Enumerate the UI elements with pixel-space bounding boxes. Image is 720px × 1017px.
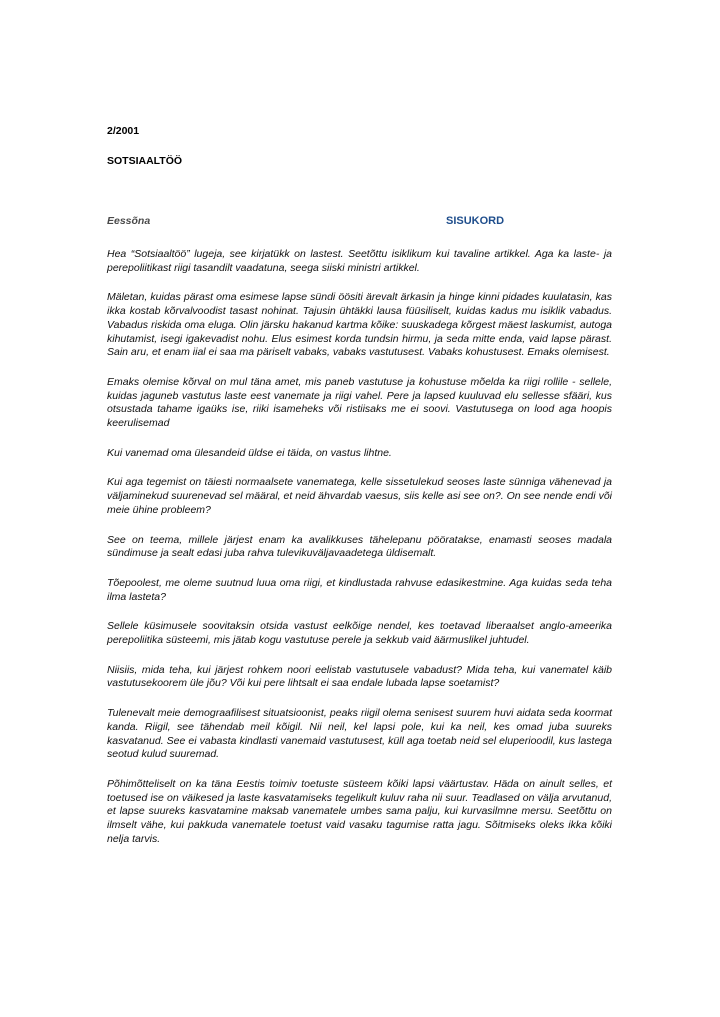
paragraph: Hea “Sotsiaaltöö” lugeja, see kirjatükk on lastest. Seetõttu isiklikum kui tavaline artikkel. Aga ka laste- ja perepoliitikast riigi tasandilt vaadatuna, seega siiski ministri artikkel. (107, 248, 612, 274)
article-body (107, 248, 612, 863)
toc-link[interactable]: SISUKORD (446, 215, 505, 227)
heading-row (107, 215, 611, 231)
paragraph: See on teema, millele järjest enam ka avalikkuses tähelepanu pööratakse, enamasti seoses madala sündimuse ja sealt edasi juba rahva tulevikuväljavaadetega üldisemalt. (107, 533, 612, 560)
paragraph: Kui aga tegemist on täiesti normaalsete vanematega, kelle sissetulekud seoses laste sünniga vähenevad ja väljaminekud suurenevad sel määral, et neid ähvardab vaesus, siis kelle asi see on?. On see nende endi või meie ühine probleem? (107, 476, 612, 516)
paragraph: Põhimõtteliselt on ka täna Eestis toimiv toetuste süsteem kõiki lapsi väärtustav. Häda on ainult selles, et toetused ise on väikesed ja laste kasvatamiseks tegelikult kuluv raha nii suur. Teadlased on välja arvutanud, et lapse suureks kasvatamine maksab vanematele umbes sama palju, kui kurvasilmne mersu. Seetõttu on ilmselt vähe, kui pakkuda vanematele toetust vaid vasaku tagumise ratta jagu. Sõitmiseks oleks ikka kõiki nelja tarvis. (107, 777, 612, 845)
paragraph: Tõepoolest, me oleme suutnud luua oma riigi, et kindlustada rahvuse edasikestmine. Aga kuidas seda teha ilma lasteta? (107, 576, 612, 603)
section-title: SOTSIAALTÖÖ (107, 155, 183, 167)
paragraph: Sellele küsimusele soovitaksin otsida vastust eelkõige nendel, kes toetavad liberaalset anglo-ameerika perepoliitika süsteemi, mis jätab kogu vastutuse perele ja sekkub vaid äärmuslikel juhtudel. (107, 620, 612, 647)
issue-number: 2/2001 (107, 125, 140, 137)
paragraph: Tulenevalt meie demograafilisest situatsioonist, peaks riigil olema senisest suurem huvi aidata seda koormat kanda. Riigil, see tähendab meil kõigil. Nii neil, kel lapsi pole, kui ka neil, kes omad juba suureks kasvatanud. See ei vabasta kindlasti vanemaid vastutusest, küll aga toetab neid sel eluperioodil, kus lastega seotud kulud suuremad. (107, 707, 612, 761)
paragraph: Mäletan, kuidas pärast oma esimese lapse sündi öösiti ärevalt ärkasin ja hinge kinni pidades kuulatasin, kas ikka kostab kõrvalvoodist tasast nohinat. Tajusin ühtäkki lausa füüsiliselt, kuidas kadus mu isiklik vabadus. Vabadus riskida oma eluga. Olin järsku hakanud kartma kõike: suuskadega kõrgest mäest laskumist, autoga kihutamist, isegi igakevadist nohu. Elus esimest korda tundsin hirmu, ja seda mitte enda, vaid lapse pärast. Sain aru, et enam iial ei saa ma päriselt vabaks, vabaks vastutusest. Vabaks kohustusest. Emaks olemisest. (107, 291, 612, 359)
preface-heading: Eessõna (107, 215, 151, 227)
paragraph: Niisiis, mida teha, kui järjest rohkem noori eelistab vastutusele vabadust? Mida teha, kui vanematel käib vastutusekoorem üle jõu? Või kui pere lihtsalt ei saa endale lubada lapse soetamist? (107, 663, 612, 690)
paragraph: Kui vanemad oma ülesandeid üldse ei täida, on vastus lihtne. (107, 446, 392, 459)
paragraph: Emaks olemise kõrval on mul täna amet, mis paneb vastutuse ja kohustuse mõelda ka riigi rollile - sellele, kuidas jaguneb vastutus laste eest vanemate ja riigi vahel. Pere ja lapsed kuuluvad elu sellesse sfääri, kus otsustada tahame igaüks ise, riiki isameheks või ristiisaks me ei soovi. Vastutusega on lood aga hoopis keerulisemad (107, 375, 612, 430)
